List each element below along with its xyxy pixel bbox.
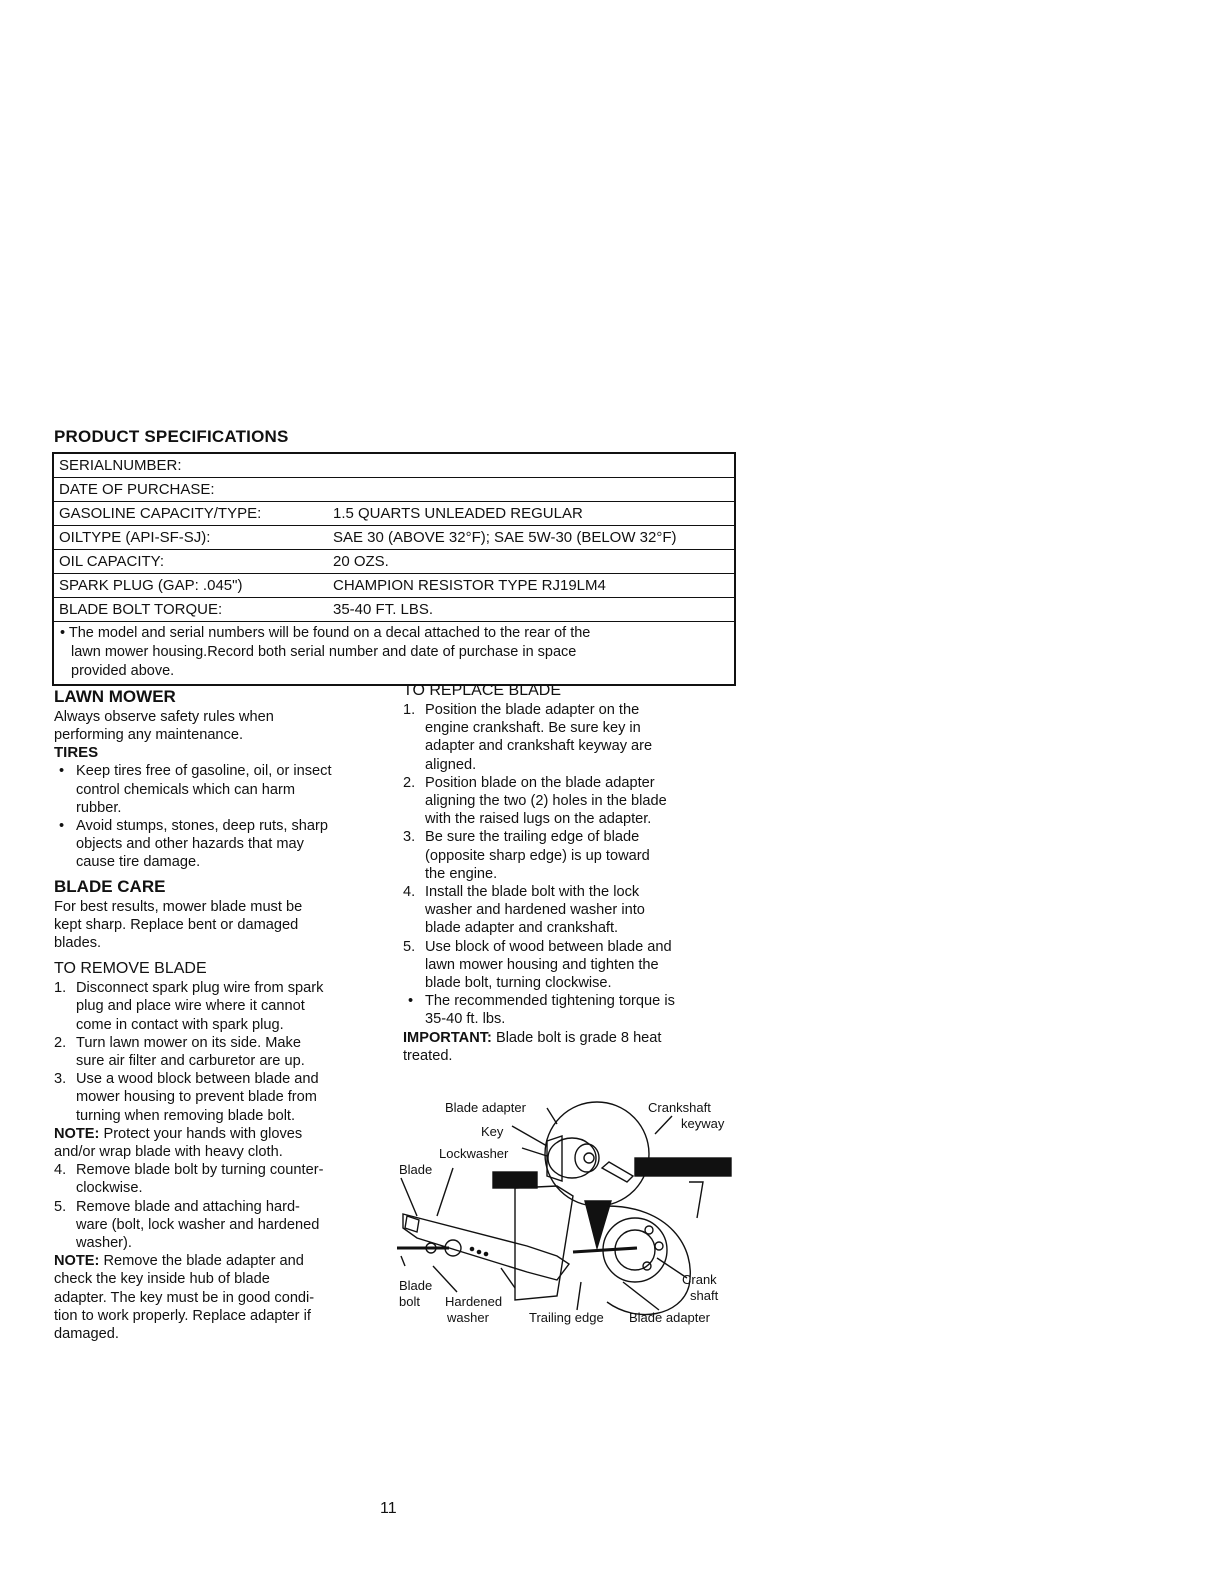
step-number: 4. (403, 884, 416, 901)
text-line: damaged. (54, 1326, 119, 1343)
text-line: treated. (403, 1047, 453, 1064)
tires-bullet (54, 817, 384, 872)
label-trailing-edge: Trailing edge (529, 1310, 604, 1325)
spec-value: 1.5 QUARTS UNLEADED REGULAR (333, 505, 583, 522)
text-line: come in contact with spark plug. (76, 1016, 284, 1033)
spec-value: CHAMPION RESISTOR TYPE RJ19LM4 (333, 577, 606, 594)
bullet-icon: • (408, 993, 414, 1010)
text-line: and/or wrap blade with heavy cloth. (54, 1144, 283, 1161)
text-line: Avoid stumps, stones, deep ruts, sharp (76, 818, 329, 835)
text-line: ware (bolt, lock washer and hardened (76, 1216, 320, 1233)
spec-value: SAE 30 (ABOVE 32°F); SAE 5W-30 (BELOW 32°F) (333, 529, 677, 546)
spec-label: DATE OF PURCHASE: (59, 481, 215, 498)
label-blade-adapter: Blade adapter (445, 1100, 526, 1115)
note-line: provided above. (71, 663, 175, 679)
spec-label: OIL CAPACITY: (59, 553, 165, 570)
remove-step (54, 1198, 384, 1253)
page-number: 11 (380, 1500, 397, 1517)
note-line: lawn mower housing.Record both serial number and date of purchase in space (71, 644, 577, 660)
text-line: rubber. (76, 799, 122, 816)
text-line: Use a wood block between blade and (76, 1071, 319, 1088)
label-shaft: shaft (690, 1288, 719, 1303)
step-number: 2. (403, 774, 416, 791)
step-number: 4. (54, 1162, 67, 1179)
important-paragraph (403, 1029, 733, 1047)
text-line: aligning the two (2) holes in the blade (425, 793, 667, 810)
text-line: cause tire damage. (76, 854, 201, 871)
step-number: 1. (54, 980, 67, 997)
text-line: plug and place wire where it cannot (76, 998, 305, 1015)
note-label: NOTE: (54, 1125, 100, 1142)
spec-value: 35-40 FT. LBS. (333, 601, 434, 618)
text-line: control chemicals which can harm (76, 781, 295, 798)
tires-heading: TIRES (54, 744, 99, 762)
spec-label: SERIALNUMBER: (59, 457, 182, 474)
right-column (403, 680, 733, 1065)
label-blade: Blade (399, 1162, 433, 1177)
step-number: 5. (403, 938, 416, 955)
replace-step (403, 883, 733, 938)
remove-step (54, 979, 384, 1034)
text-line: Remove blade bolt by turning counter- (76, 1162, 324, 1179)
text-line: Disconnect spark plug wire from spark (76, 980, 324, 997)
text-line: Use block of wood between blade and (425, 938, 672, 955)
spec-label: GASOLINE CAPACITY/TYPE: (59, 505, 262, 522)
spec-row-serial (54, 454, 734, 478)
text-line: mower housing to prevent blade from (76, 1089, 317, 1106)
spec-row-date (54, 478, 734, 502)
spec-row-gasoline (54, 502, 734, 526)
label-hardened-washer: washer (447, 1310, 489, 1325)
text-line: Install the blade bolt with the lock (425, 884, 640, 901)
note-paragraph (54, 1125, 384, 1143)
text-line: check the key inside hub of blade (54, 1271, 270, 1288)
text-line: blades. (54, 935, 102, 952)
text-line: aligned. (425, 756, 477, 773)
remove-step (54, 1070, 384, 1125)
torque-bullet (403, 992, 733, 1028)
text-line: (opposite sharp edge) is up toward (425, 847, 650, 864)
replace-step (403, 774, 733, 829)
label-key: Key (481, 1124, 504, 1139)
text-line: sure air filter and carburetor are up. (76, 1053, 305, 1070)
note-label: NOTE: (54, 1253, 100, 1270)
tires-bullet (54, 762, 384, 817)
text-line: The recommended tightening torque is (425, 993, 675, 1010)
remove-step (54, 1034, 384, 1070)
blade-care-heading: BLADE CARE (54, 876, 166, 896)
text-line: engine crankshaft. Be sure key in (425, 720, 641, 737)
note-paragraph (54, 1252, 384, 1270)
label-blade-adapter: Blade adapter (629, 1310, 710, 1325)
text-line: adapter and crankshaft keyway are (425, 738, 653, 755)
spec-label: SPARK PLUG (GAP: .045") (59, 577, 243, 594)
text-line: tion to work properly. Replace adapter if (54, 1307, 311, 1324)
note-line: • The model and serial numbers will be found on a decal attached to the rear of the (60, 625, 591, 641)
text-line: blade adapter and crankshaft. (425, 920, 619, 937)
replace-blade-heading: TO REPLACE BLADE (403, 682, 561, 699)
text-line: objects and other hazards that may (76, 836, 304, 853)
text-line: with the raised lugs on the adapter. (425, 811, 652, 828)
label-blade-bolt: bolt (399, 1294, 420, 1309)
spec-row-blade-bolt (54, 598, 734, 622)
replace-step (403, 938, 733, 993)
text-line: clockwise. (76, 1180, 143, 1197)
spec-note (54, 622, 734, 684)
replace-step (403, 701, 733, 774)
text-line: kept sharp. Replace bent or damaged (54, 916, 299, 933)
step-number: 3. (54, 1071, 67, 1088)
text-line: washer and hardened washer into (425, 902, 645, 919)
spec-label: OILTYPE (API-SF-SJ): (59, 529, 211, 546)
label-blade-bolt: Blade (399, 1278, 433, 1293)
label-crankshaft: Crankshaft (648, 1100, 711, 1115)
text-line: adapter. The key must be in good condi- (54, 1289, 315, 1306)
text-line: Keep tires free of gasoline, oil, or insect (76, 763, 332, 780)
label-crank: Crank (682, 1272, 717, 1287)
text-line: Turn lawn mower on its side. Make (76, 1034, 301, 1051)
remove-step (54, 1161, 384, 1197)
step-number: 1. (403, 702, 416, 718)
text-line: Blade bolt is grade 8 heat (491, 1029, 662, 1046)
bullet-icon: • (59, 818, 65, 835)
left-column (54, 686, 384, 1343)
step-number: 5. (54, 1198, 67, 1215)
text-line: blade bolt, turning clockwise. (425, 975, 612, 992)
text-line: lawn mower housing and tighten the (425, 956, 659, 973)
lawn-mower-heading: LAWN MOWER (54, 687, 176, 706)
text-line: Position blade on the blade adapter (425, 774, 655, 791)
text-line: Remove the blade adapter and (99, 1253, 304, 1270)
important-label: IMPORTANT: (403, 1029, 492, 1046)
text-line: Remove blade and attaching hard- (76, 1198, 300, 1215)
label-keyway: keyway (681, 1116, 725, 1131)
text-line: washer). (76, 1235, 132, 1252)
spec-value: 20 OZS. (333, 553, 389, 570)
text-line: For best results, mower blade must be (54, 898, 303, 915)
step-number: 3. (403, 829, 416, 846)
spec-row-oil-capacity (54, 550, 734, 574)
text-line: Position the blade adapter on the (425, 702, 640, 718)
remove-blade-heading: TO REMOVE BLADE (54, 960, 207, 978)
text-line: Always observe safety rules when (54, 709, 274, 725)
text-line: the engine. (425, 865, 498, 882)
spec-label: BLADE BOLT TORQUE: (59, 601, 223, 618)
step-number: 2. (54, 1034, 67, 1051)
text-line: 35-40 ft. lbs. (425, 1011, 506, 1028)
spec-row-oil-type (54, 526, 734, 550)
spec-row-spark-plug (54, 574, 734, 598)
text-line: Be sure the trailing edge of blade (425, 829, 640, 846)
label-lockwasher: Lockwasher (439, 1146, 509, 1161)
replace-step (403, 828, 733, 883)
specs-table (52, 452, 736, 686)
text-line: performing any maintenance. (54, 727, 244, 744)
blade-assembly-diagram (397, 1096, 737, 1336)
specs-title: PRODUCT SPECIFICATIONS (54, 427, 289, 446)
label-hardened-washer: Hardened (445, 1294, 503, 1309)
text-line: Protect your hands with gloves (99, 1125, 303, 1142)
text-line: turning when removing blade bolt. (76, 1107, 296, 1124)
bullet-icon: • (59, 763, 65, 780)
